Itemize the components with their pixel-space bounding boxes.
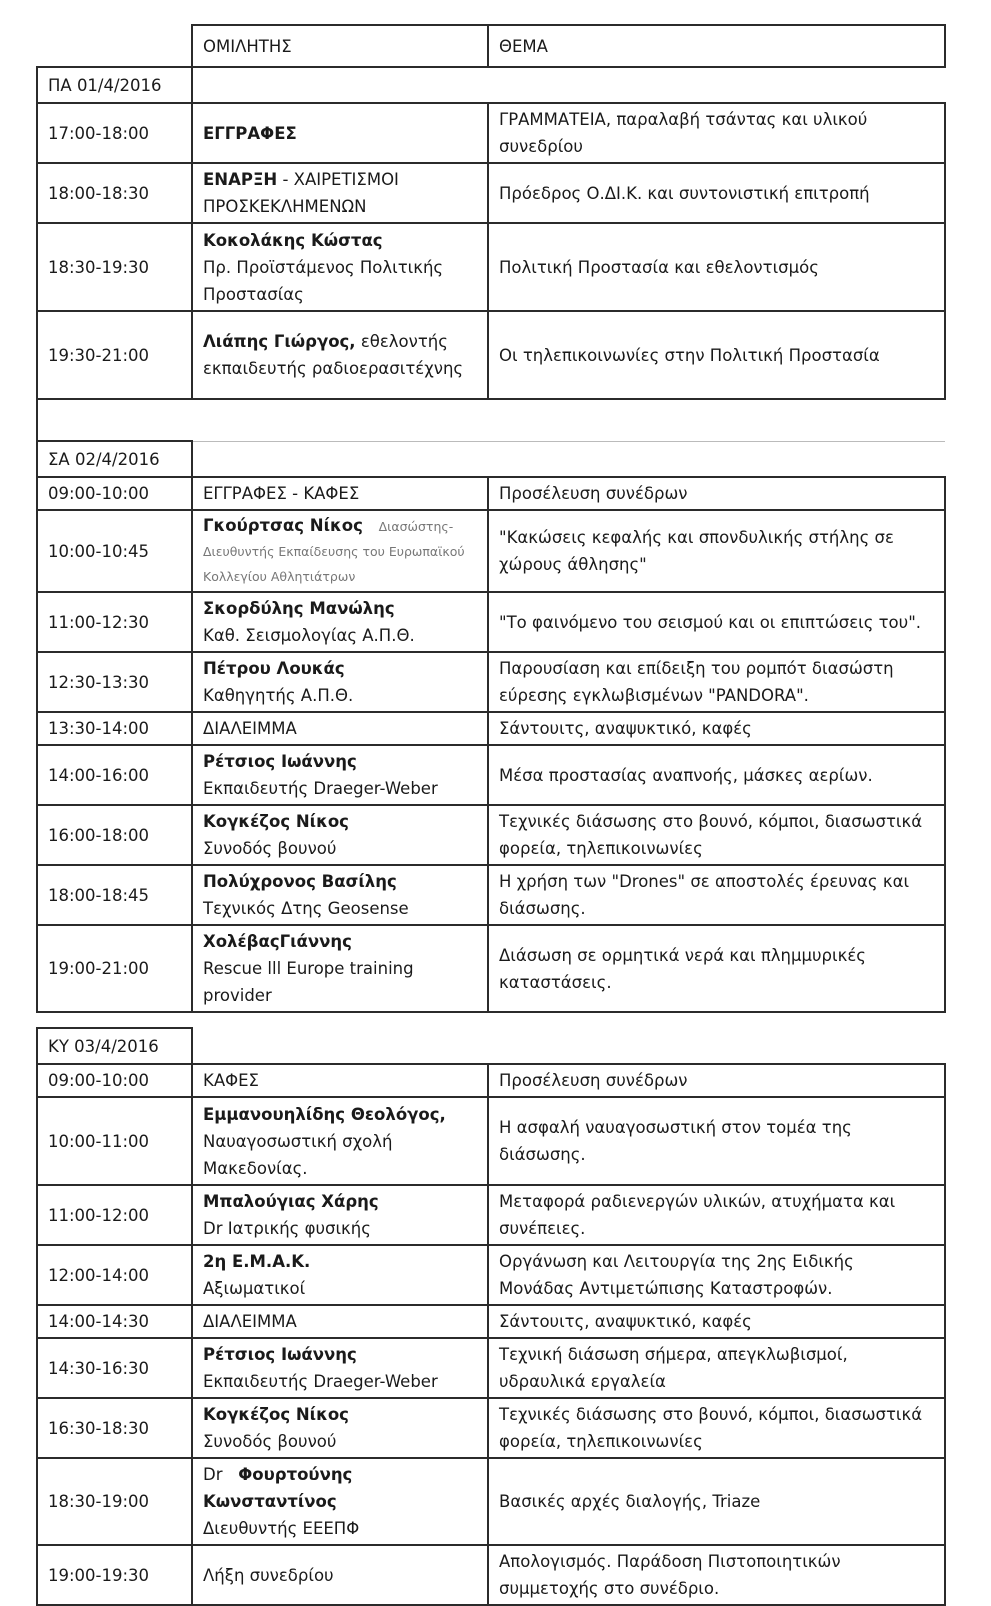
topic-cell: Τεχνική διάσωση σήμερα, απεγκλωβισμοί, υδραυλικά εργαλεία <box>488 1338 945 1398</box>
speaker-cell <box>192 1185 488 1245</box>
speaker-title: Rescue lll Europe training provider <box>203 959 414 1005</box>
topic-cell: Προσέλευση συνέδρων <box>488 1064 945 1097</box>
spacer-cell <box>37 399 945 441</box>
table-row <box>37 1545 945 1605</box>
speaker-title: Συνοδός βουνού <box>203 839 337 858</box>
speaker-name: Πέτρου Λουκάς <box>203 659 345 678</box>
topic-cell: Βασικές αρχές διαλογής, Triaze <box>488 1458 945 1545</box>
topic-cell: Πρόεδρος Ο.ΔΙ.Κ. και συντονιστική επιτροπή <box>488 163 945 223</box>
topic-cell: Σάντουιτς, αναψυκτικό, καφές <box>488 712 945 745</box>
speaker-cell <box>192 103 488 163</box>
time-cell: 12:30-13:30 <box>37 652 192 712</box>
time-cell: 19:30-21:00 <box>37 311 192 399</box>
topic-cell: Προσέλευση συνέδρων <box>488 477 945 510</box>
topic-cell: Πολιτική Προστασία και εθελοντισμός <box>488 223 945 311</box>
day-date: ΣΑ 02/4/2016 <box>37 441 192 477</box>
speaker-title: Τεχνικός Δτης Geosense <box>203 899 409 918</box>
speaker-title: εθελοντής εκπαιδευτής ραδιοερασιτέχνης <box>203 332 464 378</box>
time-cell: 14:30-16:30 <box>37 1338 192 1398</box>
table-row <box>37 1458 945 1545</box>
speaker-cell: ΚΑΦΕΣ <box>192 1064 488 1097</box>
speaker-name: Μπαλούγιας Χάρης <box>203 1192 379 1211</box>
speaker-cell <box>192 311 488 399</box>
day-gap <box>37 1012 945 1028</box>
time-cell: 11:00-12:30 <box>37 592 192 652</box>
speaker-name: ΧολέβαςΓιάννης <box>203 932 352 951</box>
time-cell: 18:00-18:30 <box>37 163 192 223</box>
speaker-name: Πολύχρονος Βασίλης <box>203 872 397 891</box>
table-row <box>37 865 945 925</box>
speaker-name: Εμμανουηλίδης Θεολόγος, <box>203 1104 446 1124</box>
header-topic: ΘΕΜΑ <box>488 25 945 67</box>
speaker-cell <box>192 1398 488 1458</box>
time-cell: 09:00-10:00 <box>37 1064 192 1097</box>
speaker-cell <box>192 865 488 925</box>
table-row <box>37 745 945 805</box>
day-row <box>37 67 945 103</box>
gap-cell <box>37 1012 945 1028</box>
speaker-name: Κογκέζος Νίκος <box>203 1405 349 1424</box>
header-row <box>37 25 945 67</box>
table-row <box>37 163 945 223</box>
table-row <box>37 652 945 712</box>
speaker-cell <box>192 1097 488 1185</box>
topic-cell: Παρουσίαση και επίδειξη του ρομπότ διασώστη εύρεσης εγκλωβισμένων "PANDORA". <box>488 652 945 712</box>
speaker-name: Σκορδύλης Μανώλης <box>203 599 395 618</box>
topic-cell: Οργάνωση και Λειτουργία της 2ης Ειδικής Μονάδας Αντιμετώπισης Καταστροφών. <box>488 1245 945 1305</box>
time-cell: 16:30-18:30 <box>37 1398 192 1458</box>
speaker-title: Πρ. Προϊστάμενος Πολιτικής Προστασίας <box>203 257 444 304</box>
time-cell: 17:00-18:00 <box>37 103 192 163</box>
table-row <box>37 1245 945 1305</box>
speaker-title: Καθηγητής Α.Π.Θ. <box>203 686 354 705</box>
topic-cell: "Το φαινόμενο του σεισμού και οι επιπτώσεις του". <box>488 592 945 652</box>
speaker-cell <box>192 510 488 592</box>
speaker-title: Ναυαγοσωστική σχολή Μακεδονίας. <box>203 1131 393 1178</box>
speaker-name: Ρέτσιος Ιωάννης <box>203 1345 357 1364</box>
table-row <box>37 1338 945 1398</box>
time-cell: 19:00-19:30 <box>37 1545 192 1605</box>
speaker-name: ΕΝΑΡΞΗ <box>203 170 278 189</box>
time-cell: 14:00-16:00 <box>37 745 192 805</box>
speaker-title: Καθ. Σεισμολογίας Α.Π.Θ. <box>203 626 415 645</box>
time-cell: 13:30-14:00 <box>37 712 192 745</box>
time-cell: 18:00-18:45 <box>37 865 192 925</box>
header-blank-cell <box>37 25 192 67</box>
topic-cell: Διάσωση σε ορμητικά νερά και πλημμυρικές καταστάσεις. <box>488 925 945 1012</box>
topic-cell: Οι τηλεπικοινωνίες στην Πολιτική Προστασία <box>488 311 945 399</box>
topic-cell: Τεχνικές διάσωσης στο βουνό, κόμποι, διασωστικά φορεία, τηλεπικοινωνίες <box>488 805 945 865</box>
topic-cell: Η χρήση των "Drones" σε αποστολές έρευνας και διάσωσης. <box>488 865 945 925</box>
table-row <box>37 510 945 592</box>
speaker-name: 2η Ε.Μ.Α.Κ. <box>203 1252 311 1271</box>
day-spacer <box>37 399 945 441</box>
day-row-blank <box>192 441 945 477</box>
speaker-title: Αξιωματικοί <box>203 1279 306 1298</box>
speaker-title: - ΧΑΙΡΕΤΙΣΜΟΙ ΠΡΟΣΚΕΚΛΗΜΕΝΩΝ <box>203 170 399 216</box>
speaker-name: Λιάπης Γιώργος, <box>203 332 356 351</box>
table-row <box>37 1097 945 1185</box>
table-row <box>37 1305 945 1338</box>
speaker-cell: ΔΙΑΛΕΙΜΜΑ <box>192 1305 488 1338</box>
speaker-name: Γκούρτσας Νίκος <box>203 515 363 535</box>
day-row-blank <box>192 67 945 103</box>
table-row <box>37 311 945 399</box>
speaker-name: Κογκέζος Νίκος <box>203 812 349 831</box>
day-date: ΚΥ 03/4/2016 <box>37 1028 192 1064</box>
speaker-cell <box>192 805 488 865</box>
table-row <box>37 592 945 652</box>
table-row <box>37 1398 945 1458</box>
speaker-cell <box>192 1338 488 1398</box>
topic-cell: Μέσα προστασίας αναπνοής, μάσκες αερίων. <box>488 745 945 805</box>
schedule-table <box>36 24 946 1606</box>
speaker-cell <box>192 925 488 1012</box>
time-cell: 18:30-19:30 <box>37 223 192 311</box>
speaker-name: Φουρτούνης Κωνσταντίνος <box>203 1465 353 1511</box>
header-speaker: ΟΜΙΛΗΤΗΣ <box>192 25 488 67</box>
speaker-cell <box>192 652 488 712</box>
speaker-cell <box>192 163 488 223</box>
table-row <box>37 805 945 865</box>
speaker-prefix: Dr <box>203 1465 223 1484</box>
topic-cell: Η ασφαλή ναυαγοσωστική στον τομέα της διάσωσης. <box>488 1097 945 1185</box>
time-cell: 14:00-14:30 <box>37 1305 192 1338</box>
table-row <box>37 925 945 1012</box>
topic-cell: Απολογισμός. Παράδοση Πιστοποιητικών συμμετοχής στο συνέδριο. <box>488 1545 945 1605</box>
day-row <box>37 441 945 477</box>
topic-cell: Μεταφορά ραδιενεργών υλικών, ατυχήματα και συνέπειες. <box>488 1185 945 1245</box>
day-row-blank <box>192 1028 945 1064</box>
day-date: ΠΑ 01/4/2016 <box>37 67 192 103</box>
time-cell: 10:00-10:45 <box>37 510 192 592</box>
time-cell: 11:00-12:00 <box>37 1185 192 1245</box>
topic-cell: Σάντουιτς, αναψυκτικό, καφές <box>488 1305 945 1338</box>
speaker-cell: ΔΙΑΛΕΙΜΜΑ <box>192 712 488 745</box>
speaker-name: Κοκολάκης Κώστας <box>203 230 383 250</box>
speaker-title: Εκπαιδευτής Draeger-Weber <box>203 779 438 798</box>
speaker-title: Διασώστης-Διευθυντής Εκπαίδευσης του Ευρωπαϊκού Κολλεγίου Αθλητιάτρων <box>203 518 465 584</box>
speaker-cell <box>192 745 488 805</box>
day-row <box>37 1028 945 1064</box>
table-row <box>37 103 945 163</box>
speaker-title: Διευθυντής ΕΕΕΠΦ <box>203 1519 360 1538</box>
speaker-title: Συνοδός βουνού <box>203 1432 337 1451</box>
time-cell: 19:00-21:00 <box>37 925 192 1012</box>
topic-cell: ΓΡΑΜΜΑΤΕΙΑ, παραλαβή τσάντας και υλικού συνεδρίου <box>488 103 945 163</box>
table-row <box>37 223 945 311</box>
speaker-cell <box>192 1245 488 1305</box>
time-cell: 09:00-10:00 <box>37 477 192 510</box>
table-row <box>37 477 945 510</box>
time-cell: 10:00-11:00 <box>37 1097 192 1185</box>
speaker-cell <box>192 592 488 652</box>
speaker-cell: Λήξη συνεδρίου <box>192 1545 488 1605</box>
time-cell: 18:30-19:00 <box>37 1458 192 1545</box>
table-row <box>37 1064 945 1097</box>
speaker-cell: ΕΓΓΡΑΦΕΣ - ΚΑΦΕΣ <box>192 477 488 510</box>
topic-cell: Τεχνικές διάσωσης στο βουνό, κόμποι, διασωστικά φορεία, τηλεπικοινωνίες <box>488 1398 945 1458</box>
conference-schedule <box>36 24 944 1606</box>
speaker-title: Dr Ιατρικής φυσικής <box>203 1219 371 1238</box>
table-row <box>37 1185 945 1245</box>
speaker-name: Ρέτσιος Ιωάννης <box>203 752 357 771</box>
speaker-cell <box>192 1458 488 1545</box>
speaker-name: ΕΓΓΡΑΦΕΣ <box>203 123 297 143</box>
time-cell: 16:00-18:00 <box>37 805 192 865</box>
speaker-cell <box>192 223 488 311</box>
table-row <box>37 712 945 745</box>
time-cell: 12:00-14:00 <box>37 1245 192 1305</box>
topic-cell: "Κακώσεις κεφαλής και σπονδυλικής στήλης σε χώρους άθλησης" <box>488 510 945 592</box>
speaker-title: Εκπαιδευτής Draeger-Weber <box>203 1372 438 1391</box>
